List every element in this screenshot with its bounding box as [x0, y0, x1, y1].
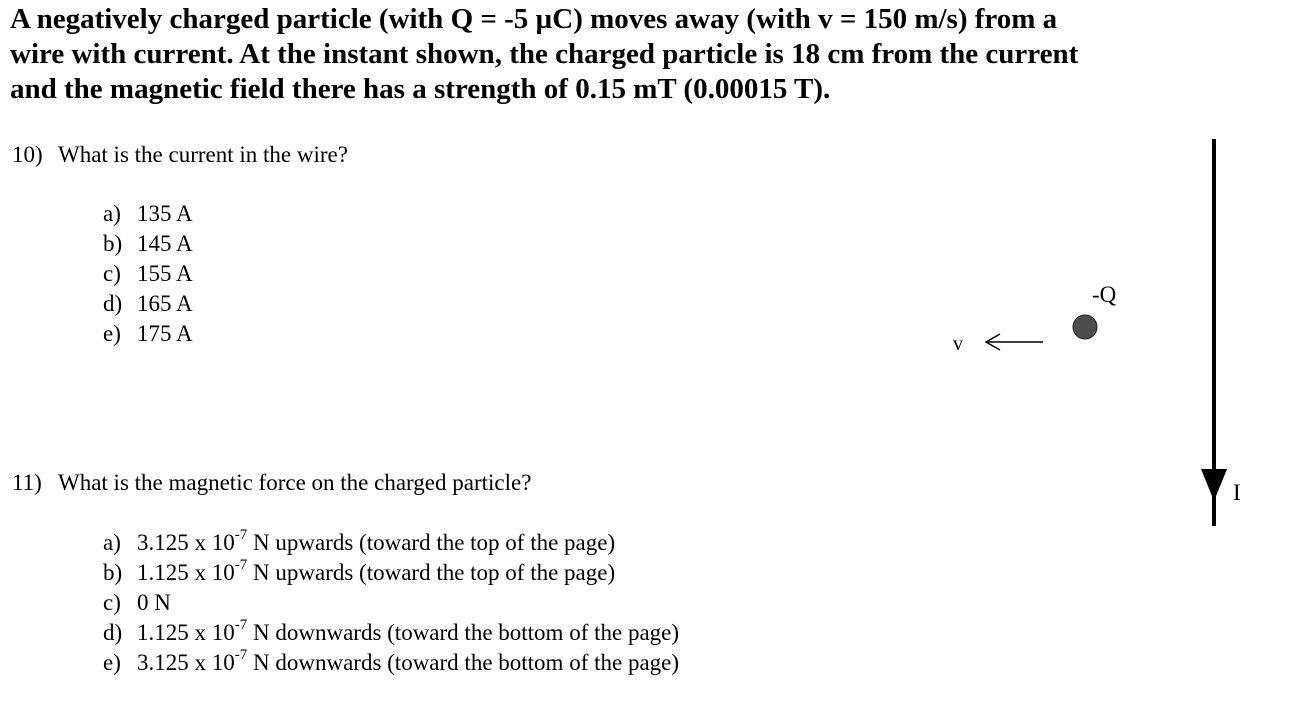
- choice-value: 3.125 x 10: [137, 650, 235, 675]
- question-11: [12, 469, 531, 497]
- choice-c: [103, 259, 193, 289]
- particle-label: -Q: [1092, 282, 1117, 307]
- charged-particle: [1073, 315, 1097, 339]
- choice-letter: a): [103, 530, 121, 555]
- current-label: I: [1233, 480, 1241, 505]
- question-number: 11): [12, 470, 42, 495]
- choice-direction: N upwards (toward the top of the page): [247, 560, 616, 585]
- choice-letter: b): [103, 231, 123, 256]
- choice-e: [103, 648, 679, 678]
- choice-value: 1.125 x 10: [137, 620, 235, 645]
- choice-exponent: -7: [234, 527, 248, 544]
- choice-direction: N downwards (toward the bottom of the page): [247, 620, 680, 645]
- choice-d: [103, 289, 193, 319]
- velocity-label: v: [953, 333, 963, 355]
- choice-exponent: -7: [234, 647, 248, 664]
- choice-letter: e): [103, 321, 121, 346]
- choice-text: 175 A: [137, 321, 193, 346]
- choice-a: [103, 528, 679, 558]
- choice-c: [103, 588, 679, 618]
- choice-d: [103, 618, 679, 648]
- choice-e: [103, 319, 193, 349]
- choice-value: 0 N: [137, 590, 171, 615]
- choice-text: 155 A: [137, 261, 193, 286]
- choice-direction: N upwards (toward the top of the page): [247, 530, 616, 555]
- choice-letter: c): [103, 590, 121, 615]
- problem-line-2: wire with current. At the instant shown, the charged particle is 18 cm from the current: [10, 38, 1079, 70]
- choice-letter: d): [103, 291, 123, 316]
- choice-value: 3.125 x 10: [137, 530, 235, 555]
- current-direction-arrowhead: [1201, 469, 1227, 501]
- question-10: [12, 141, 348, 169]
- question-10-choices: [103, 199, 193, 349]
- choice-letter: a): [103, 201, 121, 226]
- question-text: What is the magnetic force on the charged particle?: [58, 470, 532, 495]
- question-number: 10): [12, 142, 43, 167]
- choice-b: [103, 229, 193, 259]
- problem-line-3: and the magnetic field there has a strength of 0.15 mT (0.00015 T).: [10, 73, 831, 105]
- choice-letter: c): [103, 261, 121, 286]
- choice-text: 135 A: [137, 201, 193, 226]
- choice-b: [103, 558, 679, 588]
- choice-letter: b): [103, 560, 123, 585]
- choice-direction: N downwards (toward the bottom of the page): [247, 650, 680, 675]
- choice-text: 165 A: [137, 291, 193, 316]
- choice-exponent: -7: [234, 617, 248, 634]
- choice-letter: e): [103, 650, 121, 675]
- problem-line-1: A negatively charged particle (with Q = -5 µC) moves away (with v = 150 m/s) from a: [10, 3, 1058, 35]
- question-text: What is the current in the wire?: [58, 142, 348, 167]
- choice-a: [103, 199, 193, 229]
- choice-text: 145 A: [137, 231, 193, 256]
- choice-value: 1.125 x 10: [137, 560, 235, 585]
- choice-exponent: -7: [234, 557, 248, 574]
- question-11-choices: [103, 528, 679, 678]
- choice-letter: d): [103, 620, 123, 645]
- velocity-arrowhead: [986, 334, 1000, 350]
- problem-statement: [10, 2, 1210, 107]
